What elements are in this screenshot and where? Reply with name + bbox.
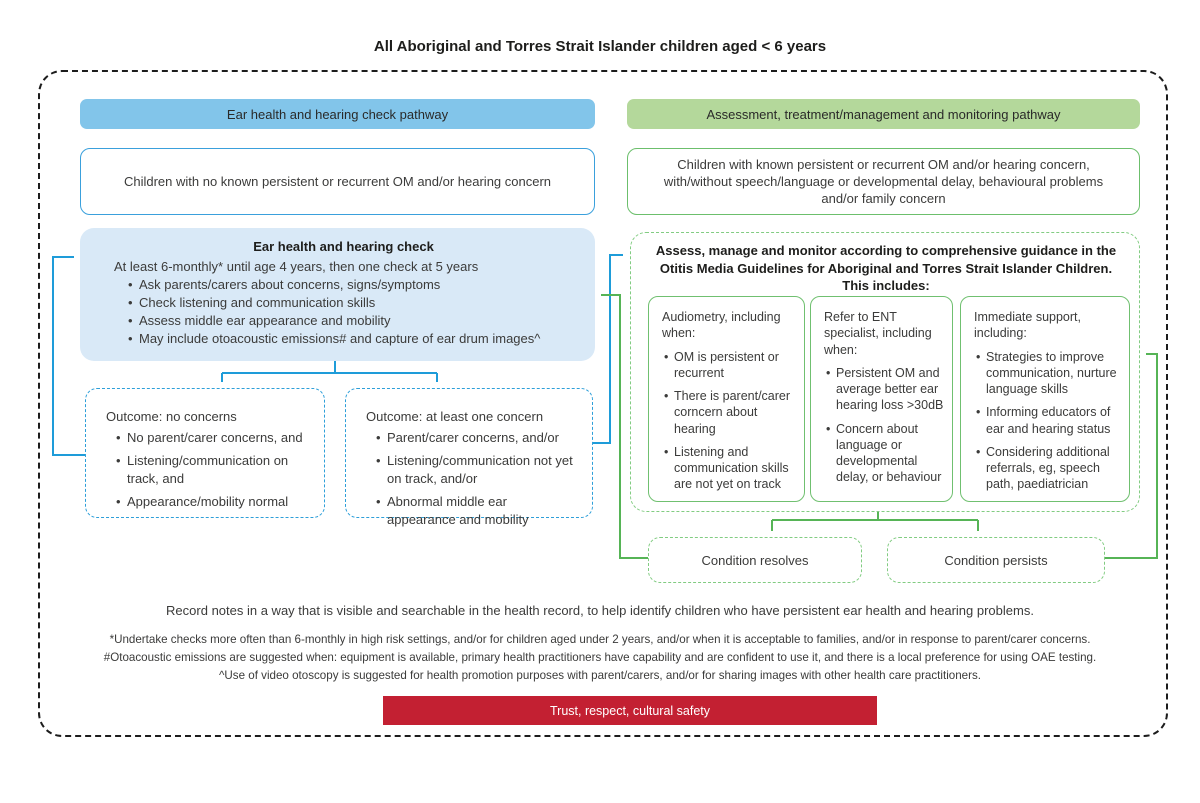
record-note-text: Record notes in a way that is visible and searchable in the health record, to help identify children who have persistent ear health and hearing problems. (166, 603, 1034, 618)
left-pathway-header: Ear health and hearing check pathway (80, 99, 595, 129)
page-title: All Aboriginal and Torres Strait Islander children aged < 6 years (373, 38, 827, 55)
bullet-item: • OM is persistent or recurrent (664, 349, 796, 382)
bullet-item: • Persistent OM and average better ear hearing loss >30dB (826, 365, 944, 414)
footnote-caret: ^Use of video otoscopy is suggested for health promotion purposes with parent/carers, and/or for sharing images with other health care practitioners. (218, 668, 981, 682)
condition-persists-box: Condition persists (887, 537, 1105, 583)
bullet-item: • Listening/communication on track, and (116, 452, 310, 488)
bullet-item: • May include otoacoustic emissions# and capture of ear drum images^ (128, 330, 573, 348)
sub-box-title: Immediate support, including: (974, 310, 1081, 341)
footnotes (60, 631, 1140, 685)
right-pathway-header: Assessment, treatment/management and monitoring pathway (627, 99, 1140, 129)
outcome-title: Outcome: no concerns (106, 409, 237, 424)
footnote-asterisk: *Undertake checks more often than 6-monthly in high risk settings, and/or for children aged under 2 years, and/or when it is acceptable to families, and/or in response to parent/carer concerns. (109, 633, 1091, 646)
bullet-item: • Abnormal middle ear appearance and mobility (376, 493, 578, 529)
outcome-title: Outcome: at least one concern (366, 409, 544, 424)
footnote-hash: #Otoacoustic emissions are suggested when: equipment is available, primary health practitioners have capability and are confident to use it, and there is a local preference for using OAE testing. (103, 650, 1097, 664)
bullet-item: • There is parent/carer corncern about hearing (664, 388, 796, 437)
sub-box-title: Audiometry, including when: (662, 310, 781, 341)
check-box-title: Ear health and hearing check (253, 239, 434, 254)
ent-referral-box (810, 296, 953, 502)
outcome-bullets (106, 429, 310, 511)
cultural-safety-banner: Trust, respect, cultural safety (383, 696, 877, 725)
bullet-item: • No parent/carer concerns, and (116, 429, 310, 447)
outcome-bullets (366, 429, 578, 529)
left-intro-box: Children with no known persistent or recurrent OM and/or hearing concern (80, 148, 595, 215)
sub-box-bullets (974, 349, 1121, 493)
sub-box-title: Refer to ENT specialist, including when: (824, 310, 932, 357)
audiometry-box (648, 296, 805, 502)
sub-box-bullets (662, 349, 796, 493)
bullet-item: • Assess middle ear appearance and mobility (128, 312, 573, 330)
bullet-item: • Listening and communication skills are not yet on track (664, 444, 796, 493)
bullet-item: • Appearance/mobility normal (116, 493, 310, 511)
ear-health-check-box (80, 228, 595, 361)
bullet-item: • Concern about language or developmental delay, or behaviour (826, 421, 944, 486)
assess-box-title: Assess, manage and monitor according to comprehensive guidance in the Otitis Media Guidelines for Aboriginal and Torres Strait Islander Children. This includes: (655, 243, 1117, 294)
bullet-item: • Ask parents/carers about concerns, signs/symptoms (128, 276, 573, 294)
bullet-item: • Strategies to improve communication, nurture language skills (976, 349, 1121, 398)
bullet-item: • Listening/communication not yet on track, and/or (376, 452, 578, 488)
sub-box-bullets (824, 365, 944, 486)
bullet-item: • Informing educators of ear and hearing status (976, 404, 1121, 437)
check-box-bullets (114, 276, 573, 348)
condition-resolves-box: Condition resolves (648, 537, 862, 583)
bullet-item: • Considering additional referrals, eg, speech path, paediatrician (976, 444, 1121, 493)
outcome-concern-box (345, 388, 593, 527)
right-intro-box: Children with known persistent or recurrent OM and/or hearing concern, with/without speech/language or developmental delay, behavioural problems and/or family concern (627, 148, 1140, 215)
outcome-no-concerns-box (85, 388, 325, 518)
immediate-support-box (960, 296, 1130, 502)
bullet-item: • Check listening and communication skills (128, 294, 573, 312)
check-box-subtitle: At least 6-monthly* until age 4 years, then one check at 5 years (114, 258, 479, 274)
bullet-item: • Parent/carer concerns, and/or (376, 429, 578, 447)
